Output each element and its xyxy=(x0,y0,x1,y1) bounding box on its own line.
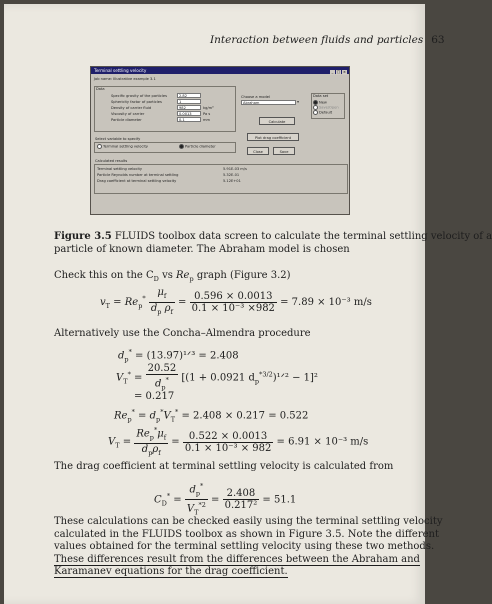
result-label: Drag coefficient at terminal settling velocity xyxy=(97,179,177,183)
book-page xyxy=(4,4,492,604)
sphericity-input[interactable]: 1 xyxy=(177,99,201,104)
eq-result: = 51.1 xyxy=(262,494,297,506)
field-unit: Pa s xyxy=(203,112,211,116)
radio-label: Default xyxy=(319,110,333,115)
result-value: 5.91E-03 m/s xyxy=(223,167,247,171)
check-line: Check this on the $C_D$ vs $Re_p$ graph (Figure 3.2) xyxy=(54,270,291,283)
result-value: 5.12E+01 xyxy=(223,179,241,183)
paragraph-line: values obtained for the terminal settling velocity using these two methods. xyxy=(54,541,435,553)
radio-label: New xyxy=(319,100,327,105)
figure-caption xyxy=(54,231,492,256)
radio-label: Particle diameter xyxy=(185,144,216,149)
check-text: Check this on the C xyxy=(54,270,154,281)
paragraph-line: calculated in the FLUIDS toolbox as shown in Figure 3.5. Note the different xyxy=(54,528,440,540)
figure-label: Figure 3.5 xyxy=(54,231,112,242)
field-unit: mm xyxy=(203,118,211,122)
field-label: Particle diameter xyxy=(111,118,142,122)
alternatively-line: Alternatively use the Concha–Almendra procedure xyxy=(54,328,311,339)
result-label: Terminal settling velocity xyxy=(97,167,142,171)
close-button[interactable]: Close xyxy=(247,147,269,155)
data-set-option-default[interactable] xyxy=(313,110,332,115)
eq-numerator: 0.522 × 0.0013 xyxy=(183,431,273,443)
fraction: $\frac{\mu_f}{d_p \rho_f}$ xyxy=(150,287,173,316)
eq-numerator: μ xyxy=(157,287,164,298)
equation-vt-concha: $V_T$ = $\frac{Re_p^*\mu_f}{d_p\rho_f}$ = $\frac{0.522 \times 0.0013}{\text{0.1 × 10⁻³ × 982}}$ = 6.91 × 10⁻³ m/s xyxy=(108,426,369,458)
results-label: Calculated results xyxy=(95,159,128,163)
specific-gravity-input[interactable]: 2.82 xyxy=(177,93,201,98)
radio-icon xyxy=(313,110,318,115)
drag-line: The drag coefficient at terminal settling velocity is calculated from xyxy=(54,461,394,472)
eq-denominator: 0.1 × 10⁻³ × 982 xyxy=(184,442,272,454)
equation-vt-star: $V_T^*$ = $\frac{20.52}{d_p^*}$ [(1 + 0.0921 $d_p^{*3/2})^1ᐟ^2 - 1]^2$ xyxy=(116,363,318,392)
equation-rep: $Re_p^* = d_p^*V_T^* = 2.408 \times 0.217 = 0.522$ xyxy=(114,408,309,424)
paragraph-line: Karamanev equations for the drag coefficient. xyxy=(54,566,288,578)
equation-vt-star-value: = 0.217 xyxy=(134,391,175,402)
calculate-button[interactable]: Calculate xyxy=(259,117,295,125)
model-select-value: Abraham xyxy=(243,101,260,105)
equation-cd: $C_D^*$ = $\frac{d_p^*}{V_T^{*2}}$ = $\frac{2.408}{\text{0.217²}}$ = 51.1 xyxy=(154,482,297,517)
eq-numerator: 20.52 xyxy=(147,363,177,374)
eq-numerator: 0.596 × 0.0013 xyxy=(190,291,277,303)
result-label: Particle Reynolds number at terminal settling xyxy=(97,173,179,177)
data-set-label: Data set xyxy=(313,94,329,98)
fluid-density-input[interactable]: 982 xyxy=(177,105,201,110)
fraction: $\frac{d_p^*}{V_T^{*2}}$ xyxy=(186,482,206,517)
field-label: Density of carrier fluid xyxy=(111,106,152,110)
paragraph-line: These differences result from the differences between the Abraham and xyxy=(54,553,420,565)
radio-label: Save/Open xyxy=(319,105,339,110)
result-value: 5.32E-01 xyxy=(223,173,240,177)
fraction: $\frac{Re_p^*\mu_f}{d_p\rho_f}$ xyxy=(136,426,167,458)
field-unit: kg/m³ xyxy=(203,106,214,110)
select-variable-label: Select variable to specify xyxy=(95,137,141,141)
caption-line-1: FLUIDS toolbox data screen to calculate the terminal settling velocity of a xyxy=(114,231,492,242)
eq-result: = 6.91 × 10⁻³ m/s xyxy=(276,436,369,448)
toolbox-screenshot xyxy=(90,66,350,215)
plot-drag-button[interactable]: Plot drag coefficient xyxy=(247,133,299,141)
fraction xyxy=(190,291,277,314)
model-select[interactable] xyxy=(241,100,299,105)
eq-value: = (13.97)¹ᐟ³ = 2.408 xyxy=(135,350,239,362)
close-icon[interactable]: × xyxy=(343,70,346,74)
page-number: 63 xyxy=(431,34,445,46)
chevron-down-icon[interactable]: ▾ xyxy=(295,100,300,105)
radio-particle-diameter[interactable] xyxy=(179,144,216,149)
maximize-icon[interactable]: □ xyxy=(336,70,341,74)
window-controls xyxy=(329,68,347,75)
running-head-title: Interaction between fluids and particles xyxy=(210,34,424,46)
radio-terminal-velocity[interactable] xyxy=(97,144,148,149)
eq-bracket-tail: )¹ᐟ² − 1]² xyxy=(272,372,318,384)
eq-denominator: 0.217² xyxy=(224,500,258,512)
minimize-icon[interactable]: _ xyxy=(331,70,334,74)
particle-diameter-input[interactable]: 0.1 xyxy=(177,117,201,122)
running-head xyxy=(210,34,445,46)
data-group-label: Data xyxy=(96,87,105,91)
field-label: Specific gravity of the particles xyxy=(111,94,167,98)
equation-dp-star: $d_p^*$ = (13.97)¹ᐟ³ = 2.408 xyxy=(118,348,239,364)
fraction xyxy=(223,488,260,511)
eq-bracket: [(1 + 0.0921 d xyxy=(181,372,255,384)
save-button[interactable]: Save xyxy=(273,147,295,155)
field-label: Viscosity of carrier xyxy=(111,112,145,116)
radio-selected-icon xyxy=(179,144,184,149)
closing-paragraph xyxy=(54,516,443,579)
eq-result: = 7.89 × 10⁻³ m/s xyxy=(280,297,372,308)
paragraph-line: These calculations can be checked easily using the terminal settling velocity xyxy=(54,516,443,527)
eq-value: = 2.408 × 0.217 = 0.522 xyxy=(181,410,309,422)
caption-line-2: particle of known diameter. The Abraham model is chosen xyxy=(54,243,350,255)
eq-denominator: 0.1 × 10⁻³ ×982 xyxy=(191,303,275,314)
fraction xyxy=(183,431,273,454)
viscosity-input[interactable]: 0.0013 xyxy=(177,111,201,116)
check-text-mid: vs xyxy=(158,270,177,281)
fraction: $\frac{20.52}{d_p^*}$ xyxy=(147,363,177,392)
radio-icon xyxy=(97,144,102,149)
window-titlebar xyxy=(91,67,349,74)
eq-numerator: 2.408 xyxy=(223,488,260,500)
field-label: Sphericity factor of particles xyxy=(111,100,162,104)
radio-label: Terminal settling velocity xyxy=(103,144,148,149)
window-title: Terminal settling velocity xyxy=(94,68,147,73)
choose-model-label: Choose a model xyxy=(241,95,270,99)
equation-vt-abraham: $v_T = Re_p^*$ $\frac{\mu_f}{d_p \rho_f}$ = $\frac{0.596 \times 0.0013}{\text{0.1 × 10⁻³ ×982}}$ = 7.89 × 10⁻³ m/s xyxy=(100,287,372,316)
job-name-label: Job name: Illustrative example 3.1 xyxy=(94,77,156,81)
check-text-end: graph (Figure 3.2) xyxy=(193,270,291,281)
